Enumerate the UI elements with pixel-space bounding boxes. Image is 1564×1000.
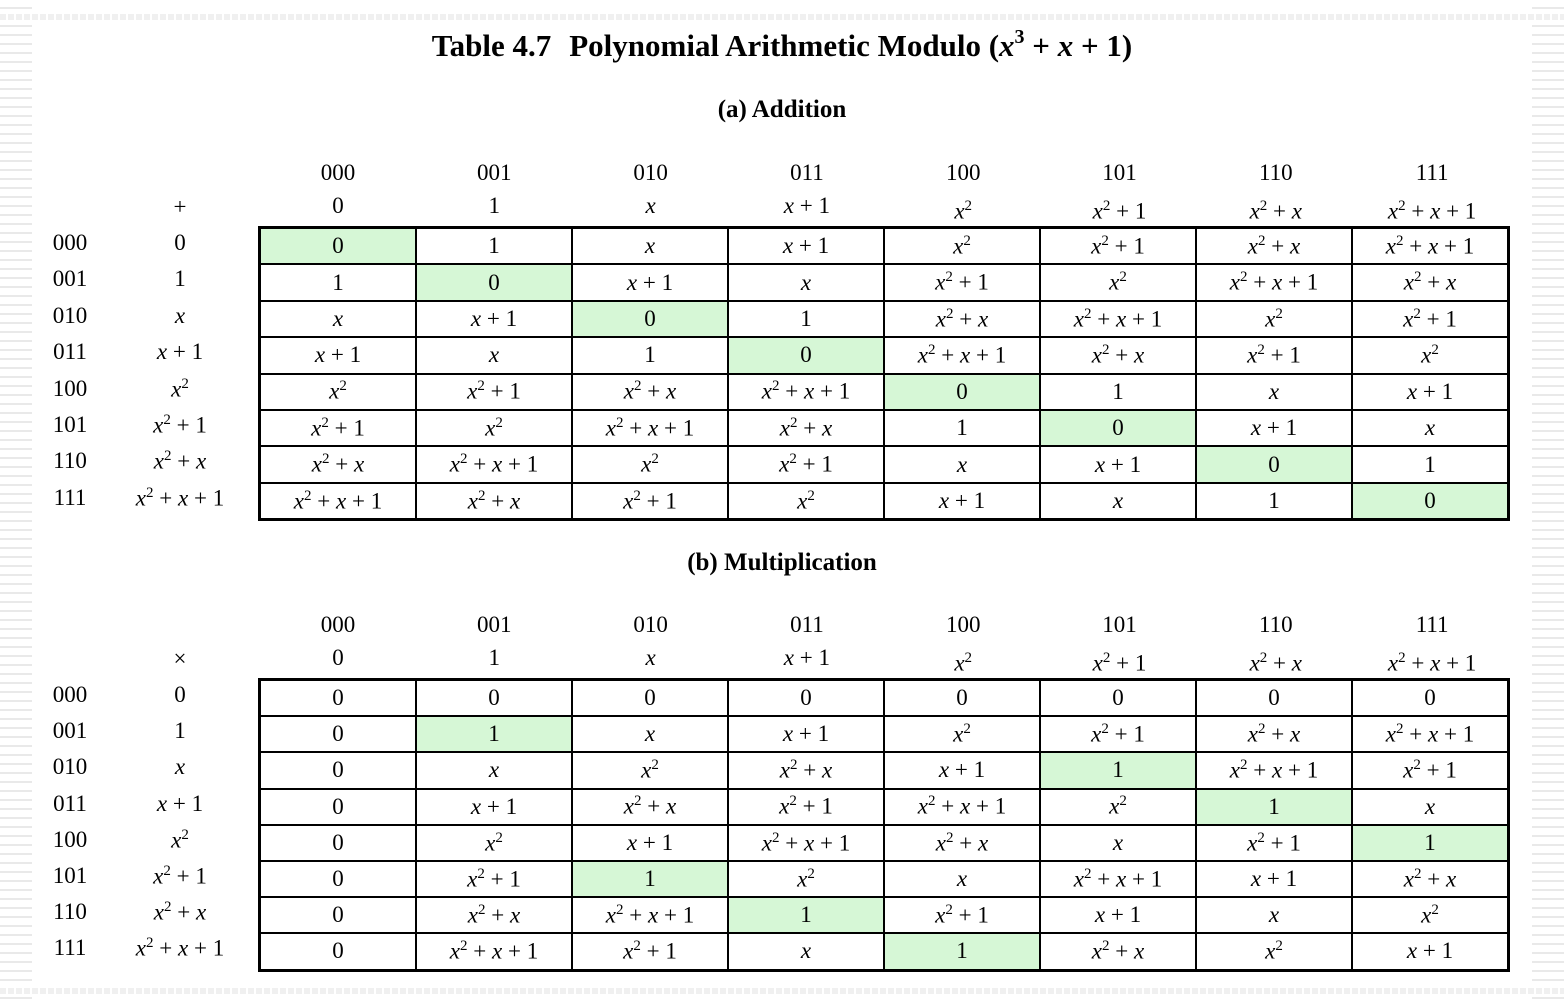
table-cell: 1 (1196, 483, 1352, 520)
addition-grid (258, 226, 1510, 521)
table-cell: x + 1 (572, 825, 728, 861)
table-cell: $x^2$ (728, 861, 884, 897)
table-cell: $x^2 + 1$ (884, 897, 1040, 933)
multiplication-grid (258, 678, 1510, 972)
table-cell: 0 (884, 680, 1040, 717)
table-row (260, 716, 1509, 752)
table-cell: x (1352, 410, 1509, 446)
table-cell: 0 (884, 374, 1040, 410)
table-title-text: Polynomial Arithmetic Modulo $(x^3 + x + 1)$ (569, 26, 1133, 64)
multiplication-row-header-poly: x + 1 (156, 790, 204, 816)
table-cell: 0 (572, 301, 728, 337)
table-cell: x + 1 (1196, 861, 1352, 897)
table-cell: $x^2 + 1$ (260, 410, 417, 446)
multiplication-col-header-bin: 010 (633, 612, 668, 637)
multiplication-row-header-bin: 010 (52, 754, 88, 780)
table-cell: $x^2$ (884, 228, 1040, 265)
multiplication-row-header-poly: $x^2 + 1$ (153, 863, 207, 889)
right-margin-decoration (1532, 0, 1564, 1000)
table-cell: $x^2 + 1$ (728, 789, 884, 825)
table-cell: 1 (260, 264, 417, 300)
table-cell: $x^2$ (572, 446, 728, 482)
addition-col-header-poly: $x^2 + x$ (1249, 198, 1302, 224)
addition-row-header-bin: 001 (52, 266, 88, 292)
table-row (260, 410, 1509, 446)
addition-col-header-bin: 110 (1258, 160, 1293, 185)
table-cell: 0 (260, 752, 417, 788)
addition-operator-symbol: + (173, 194, 187, 219)
table-row (260, 264, 1509, 300)
table-row (260, 337, 1509, 373)
table-cell: 1 (416, 716, 572, 752)
multiplication-row-header-poly: $x^2 + x$ (153, 899, 207, 925)
table-cell: $x^2 + x$ (416, 483, 572, 520)
table-cell: $x^2 + 1$ (1196, 825, 1352, 861)
addition-col-header-poly: x (645, 193, 656, 218)
addition-col-header-poly: 1 (488, 193, 501, 218)
table-cell: 1 (884, 933, 1040, 970)
table-cell: $x^2 + 1$ (1352, 301, 1509, 337)
table-cell: x (728, 264, 884, 300)
multiplication-section-title: (b) Multiplication (687, 549, 877, 576)
table-cell: $x^2 + x + 1$ (572, 897, 728, 933)
table-cell: x (416, 752, 572, 788)
table-cell: 1 (1352, 825, 1509, 861)
table-cell: 0 (260, 716, 417, 752)
multiplication-row-header-poly: $x^2 + x + 1$ (135, 935, 225, 962)
table-cell: 0 (416, 264, 572, 300)
table-cell: x (572, 228, 728, 265)
table-cell: $x^2 + 1$ (1196, 337, 1352, 373)
table-row (260, 933, 1509, 970)
table-cell: x (1040, 483, 1196, 520)
addition-col-header-poly: x + 1 (783, 193, 830, 218)
addition-col-header-bin: 100 (945, 160, 981, 185)
addition-col-header-bin: 101 (1102, 160, 1137, 185)
table-cell: $x^2 + x + 1$ (884, 789, 1040, 825)
multiplication-row-header-bin: 001 (52, 718, 88, 744)
table-row (260, 483, 1509, 520)
table-cell: 0 (1040, 410, 1196, 446)
table-cell: $x^2 + 1$ (416, 861, 572, 897)
table-cell: $x^2 + x + 1$ (416, 933, 572, 970)
table-cell: x + 1 (1040, 897, 1196, 933)
table-cell: $x^2 + x$ (1196, 228, 1352, 265)
table-cell: $x^2 + x + 1$ (416, 446, 572, 482)
table-cell: $x^2 + x + 1$ (1352, 716, 1509, 752)
addition-col-header-poly: $x^2$ (954, 198, 973, 224)
addition-row-header-bin: 100 (52, 375, 88, 401)
table-cell: x (1196, 374, 1352, 410)
table-cell: $x^2 + x + 1$ (1040, 861, 1196, 897)
table-cell: $x^2 + x + 1$ (1040, 301, 1196, 337)
table-cell: $x^2 + x + 1$ (572, 410, 728, 446)
table-cell: 1 (728, 301, 884, 337)
table-cell: $x^2 + x$ (1352, 861, 1509, 897)
multiplication-col-header-poly: $x^2 + x + 1$ (1387, 650, 1477, 676)
addition-col-header-poly: $x^2 + 1$ (1092, 198, 1147, 224)
multiplication-col-header-poly: $x^2 + x$ (1249, 650, 1302, 676)
table-cell: 0 (572, 680, 728, 717)
table-cell: $x^2 + 1$ (572, 483, 728, 520)
table-cell: 1 (1040, 374, 1196, 410)
table-cell: 0 (728, 680, 884, 717)
table-cell: 0 (260, 897, 417, 933)
addition-col-header-poly: $x^2 + x + 1$ (1387, 198, 1477, 224)
table-row (260, 446, 1509, 482)
multiplication-operator-symbol: × (173, 646, 187, 671)
table-cell: 1 (416, 228, 572, 265)
table-cell: $x^2$ (1040, 789, 1196, 825)
multiplication-row-header-poly: 0 (174, 682, 186, 707)
table-cell: 0 (1040, 680, 1196, 717)
table-cell: x (728, 933, 884, 970)
table-cell: x (884, 446, 1040, 482)
table-row (260, 228, 1509, 265)
multiplication-col-header-bin: 111 (1415, 612, 1449, 637)
table-cell: $x^2$ (416, 410, 572, 446)
addition-row-header-bin: 000 (52, 230, 88, 255)
table-cell: x + 1 (1040, 446, 1196, 482)
addition-col-header-bin: 011 (790, 160, 824, 185)
table-cell: x + 1 (416, 301, 572, 337)
addition-row-header-bin: 111 (53, 484, 87, 510)
table-cell: $x^2$ (416, 825, 572, 861)
table-cell: x (572, 716, 728, 752)
multiplication-row-header-bin: 111 (53, 935, 87, 961)
table-cell: x + 1 (1352, 933, 1509, 970)
addition-row-header-poly: x (174, 302, 186, 328)
table-cell: x (416, 337, 572, 373)
table-cell: $x^2 + x + 1$ (260, 483, 417, 520)
table-cell: $x^2 + x$ (1352, 264, 1509, 300)
table-cell: $x^2 + x$ (1196, 716, 1352, 752)
table-cell: 1 (572, 337, 728, 373)
table-cell: x + 1 (884, 483, 1040, 520)
table-cell: $x^2 + x$ (728, 752, 884, 788)
table-cell: 0 (416, 680, 572, 717)
table-cell: $x^2 + x + 1$ (1352, 228, 1509, 265)
table-cell: x + 1 (572, 264, 728, 300)
multiplication-col-header-poly: $x^2 + 1$ (1092, 650, 1147, 676)
table-cell: $x^2 + 1$ (1040, 228, 1196, 265)
multiplication-row-header-bin: 101 (52, 863, 88, 888)
table-cell: x + 1 (728, 716, 884, 752)
table-cell: $x^2 + x + 1$ (1196, 752, 1352, 788)
addition-col-header-poly: 0 (332, 193, 344, 218)
addition-row-header-poly: $x^2$ (171, 375, 189, 402)
multiplication-col-header-bin: 000 (320, 612, 356, 637)
table-cell: 0 (260, 825, 417, 861)
multiplication-row-header-poly: 1 (174, 718, 186, 744)
multiplication-row-header-poly: x (174, 754, 186, 780)
addition-col-header-bin: 111 (1415, 160, 1449, 185)
table-row (260, 825, 1509, 861)
table-cell: x + 1 (260, 337, 417, 373)
table-cell: 1 (1352, 446, 1509, 482)
table-cell: 1 (1196, 789, 1352, 825)
table-cell: 0 (260, 228, 417, 265)
table-cell: 0 (260, 933, 417, 970)
addition-col-header-bin: 000 (320, 160, 356, 185)
bottom-rule (0, 988, 1564, 994)
table-cell: x + 1 (728, 228, 884, 265)
table-cell: 0 (260, 789, 417, 825)
table-cell: x + 1 (1196, 410, 1352, 446)
table-cell: $x^2 + x + 1$ (1196, 264, 1352, 300)
table-cell: $x^2$ (1352, 897, 1509, 933)
table-cell: $x^2 + 1$ (416, 374, 572, 410)
table-row (260, 680, 1509, 717)
table-row (260, 374, 1509, 410)
addition-col-header-bin: 001 (477, 160, 512, 185)
table-cell: $x^2$ (1196, 301, 1352, 337)
table-cell: $x^2$ (728, 483, 884, 520)
addition-row-header-poly: $x^2 + x$ (153, 448, 207, 475)
table-cell: $x^2 + x + 1$ (884, 337, 1040, 373)
table-cell: 0 (728, 337, 884, 373)
table-cell: $x^2 + x$ (1040, 337, 1196, 373)
table-cell: $x^2$ (1040, 264, 1196, 300)
addition-row-header-poly: 0 (174, 230, 186, 255)
table-cell: x + 1 (1352, 374, 1509, 410)
top-rule (0, 14, 1564, 20)
table-cell: x + 1 (884, 752, 1040, 788)
table-cell: $x^2$ (884, 716, 1040, 752)
multiplication-col-header-bin: 100 (945, 612, 981, 637)
table-cell: 1 (572, 861, 728, 897)
multiplication-row-header-bin: 011 (53, 790, 87, 816)
table-cell: $x^2 + x$ (728, 410, 884, 446)
table-row (260, 897, 1509, 933)
table-cell: x (1352, 789, 1509, 825)
table-row (260, 752, 1509, 788)
table-cell: $x^2 + x + 1$ (728, 825, 884, 861)
table-cell: $x^2 + x$ (884, 825, 1040, 861)
table-cell: x (1040, 825, 1196, 861)
multiplication-col-header-bin: 001 (477, 612, 512, 637)
table-cell: $x^2 + x$ (1040, 933, 1196, 970)
table-number: Table 4.7 (431, 28, 552, 64)
table-cell: 0 (1196, 446, 1352, 482)
multiplication-col-header-bin: 101 (1102, 612, 1137, 637)
table-row (260, 301, 1509, 337)
table-cell: $x^2 + x$ (884, 301, 1040, 337)
table-cell: x (1196, 897, 1352, 933)
left-margin-decoration (0, 0, 32, 1000)
multiplication-row-header-bin: 110 (53, 899, 87, 925)
table-cell: $x^2 + 1$ (884, 264, 1040, 300)
table-cell: $x^2 + x$ (416, 897, 572, 933)
multiplication-col-header-poly: x + 1 (783, 645, 830, 670)
table-cell: $x^2 + 1$ (728, 446, 884, 482)
addition-row-header-bin: 110 (53, 448, 87, 474)
table-cell: x (260, 301, 417, 337)
table-cell: $x^2 + x$ (572, 374, 728, 410)
table-cell: 0 (1352, 483, 1509, 520)
multiplication-col-header-bin: 011 (790, 612, 824, 637)
multiplication-col-header-bin: 110 (1258, 612, 1293, 637)
table-cell: $x^2$ (572, 752, 728, 788)
table-cell: $x^2 + x + 1$ (728, 374, 884, 410)
addition-row-header-poly: $x^2 + 1$ (153, 412, 207, 438)
table-cell: x + 1 (416, 789, 572, 825)
addition-row-header-bin: 101 (52, 412, 88, 437)
table-cell: $x^2 + 1$ (572, 933, 728, 970)
multiplication-row-header-bin: 000 (52, 682, 88, 707)
table-row (260, 789, 1509, 825)
table-cell: $x^2$ (1196, 933, 1352, 970)
addition-row-header-poly: $x^2 + x + 1$ (135, 484, 225, 511)
table-cell: 0 (1352, 680, 1509, 717)
multiplication-col-header-poly: 0 (332, 645, 344, 670)
addition-section-title: (a) Addition (717, 96, 847, 123)
table-row (260, 861, 1509, 897)
table-cell: 1 (884, 410, 1040, 446)
addition-col-header-bin: 010 (633, 160, 668, 185)
table-cell: $x^2$ (260, 374, 417, 410)
table-cell: $x^2$ (1352, 337, 1509, 373)
table-cell: 0 (260, 680, 417, 717)
table-cell: x (884, 861, 1040, 897)
table-cell: 1 (728, 897, 884, 933)
table-cell: 0 (260, 861, 417, 897)
table-cell: $x^2 + 1$ (1040, 716, 1196, 752)
addition-row-header-poly: 1 (174, 266, 186, 292)
multiplication-row-header-bin: 100 (52, 826, 88, 852)
table-cell: $x^2 + x$ (260, 446, 417, 482)
multiplication-col-header-poly: $x^2$ (954, 650, 973, 676)
table-cell: 0 (1196, 680, 1352, 717)
multiplication-col-header-poly: 1 (488, 645, 501, 670)
addition-row-header-poly: x + 1 (156, 339, 204, 365)
addition-row-header-bin: 010 (52, 302, 88, 328)
table-cell: $x^2 + x$ (572, 789, 728, 825)
table-cell: 1 (1040, 752, 1196, 788)
table-title (0, 28, 1564, 64)
table-cell: $x^2 + 1$ (1352, 752, 1509, 788)
multiplication-col-header-poly: x (645, 645, 656, 670)
multiplication-row-header-poly: $x^2$ (171, 826, 189, 853)
addition-row-header-bin: 011 (53, 339, 87, 365)
